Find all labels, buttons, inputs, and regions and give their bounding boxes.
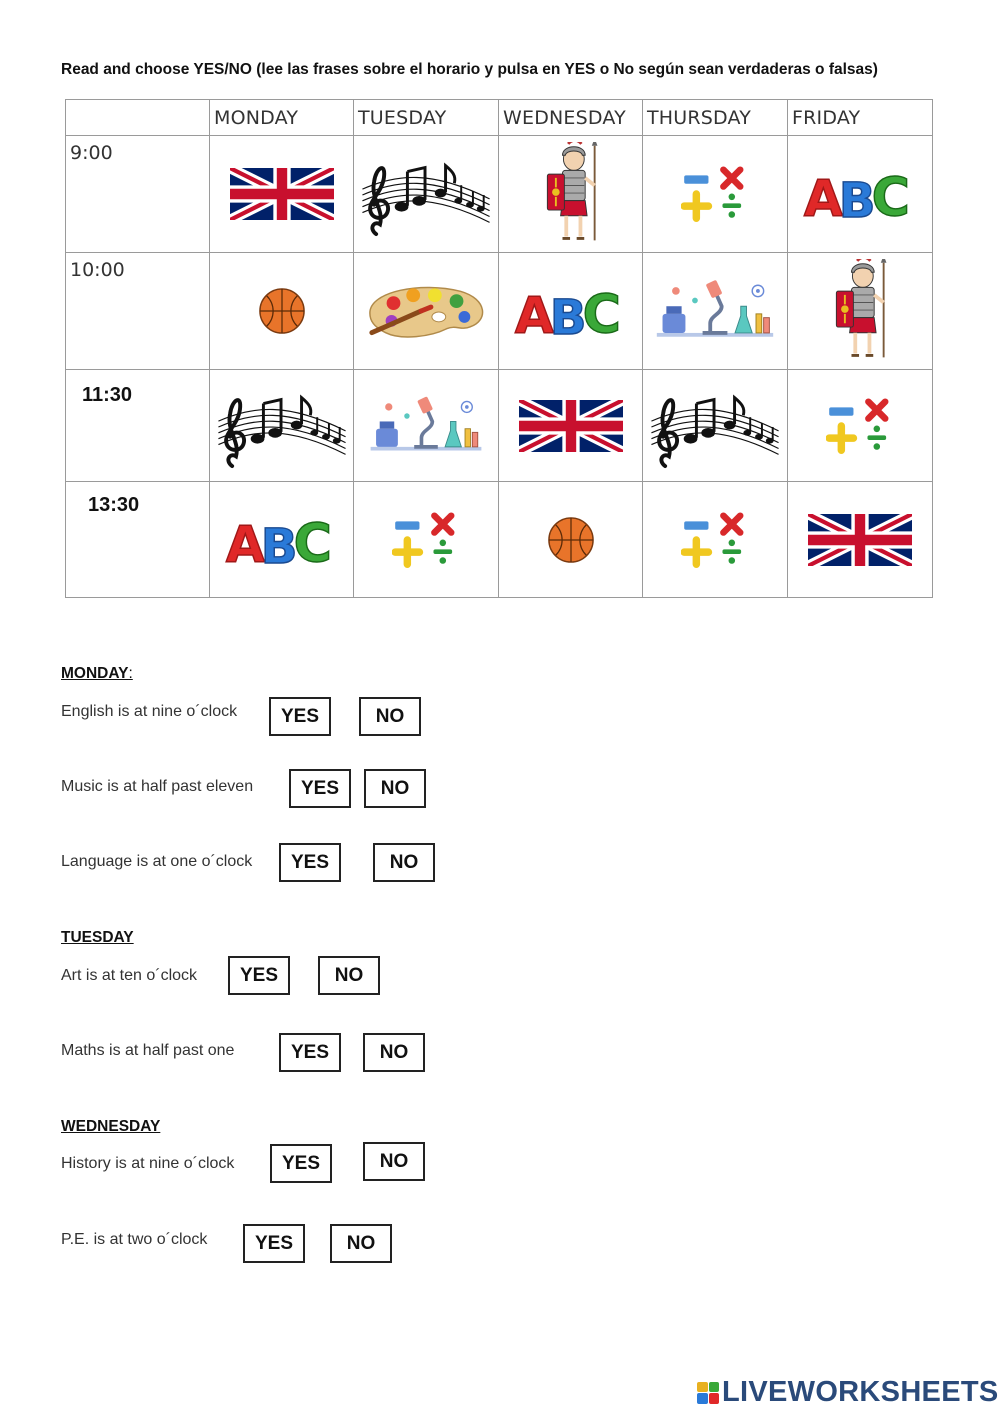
- no-button[interactable]: NO: [363, 1142, 425, 1181]
- science-lab-icon: [653, 277, 777, 345]
- paint-palette-icon: [362, 281, 490, 341]
- brand-text: LIVEWORKSHEETS: [722, 1376, 999, 1408]
- slot-cell: [788, 370, 933, 482]
- slot-cell: [643, 370, 788, 482]
- section-title-wednesday: WEDNESDAY: [61, 1118, 161, 1135]
- slot-cell: [499, 482, 643, 598]
- slot-cell: [643, 482, 788, 598]
- day-header-monday: MONDAY: [210, 100, 354, 136]
- time-label: 13:30: [88, 494, 140, 516]
- slot-cell: [210, 370, 354, 482]
- yes-button[interactable]: YES: [243, 1224, 305, 1263]
- slot-cell: [210, 482, 354, 598]
- question-text: History is at nine o´clock: [61, 1155, 235, 1172]
- time-label: 10:00: [70, 259, 125, 281]
- music-notes-icon: [362, 150, 490, 238]
- time-label: 11:30: [82, 384, 133, 406]
- yes-button[interactable]: YES: [270, 1144, 332, 1183]
- slot-cell: [354, 136, 499, 253]
- uk-flag-icon: [230, 168, 334, 220]
- basketball-icon: [258, 287, 306, 335]
- slot-cell: [499, 253, 643, 370]
- abc-letters-icon: [223, 511, 341, 569]
- question-text: Music is at half past eleven: [61, 778, 254, 795]
- roman-soldier-icon: [825, 259, 895, 363]
- time-label: 9:00: [70, 142, 113, 164]
- basketball-icon: [547, 516, 595, 564]
- time-cell: [66, 136, 210, 253]
- question-text: Maths is at half past one: [61, 1042, 235, 1059]
- yes-button[interactable]: YES: [269, 697, 331, 736]
- no-button[interactable]: NO: [359, 697, 421, 736]
- section-title-monday: MONDAY:: [61, 665, 133, 682]
- slot-cell: [788, 253, 933, 370]
- logo-icon: [697, 1382, 719, 1404]
- music-notes-icon: [651, 382, 779, 470]
- uk-flag-icon: [808, 514, 912, 566]
- day-header-thursday: THURSDAY: [643, 100, 788, 136]
- corner-cell: [66, 100, 210, 136]
- uk-flag-icon: [519, 400, 623, 452]
- slot-cell: [210, 136, 354, 253]
- time-cell: [66, 253, 210, 370]
- slot-cell: [643, 253, 788, 370]
- time-cell: [66, 482, 210, 598]
- slot-cell: [210, 253, 354, 370]
- no-button[interactable]: NO: [364, 769, 426, 808]
- question-text: Language is at one o´clock: [61, 853, 253, 870]
- maths-symbols-icon: [681, 166, 749, 222]
- slot-cell: [788, 136, 933, 253]
- no-button[interactable]: NO: [363, 1033, 425, 1072]
- yes-button[interactable]: YES: [228, 956, 290, 995]
- day-header-wednesday: WEDNESDAY: [499, 100, 643, 136]
- question-text: P.E. is at two o´clock: [61, 1231, 208, 1248]
- no-button[interactable]: NO: [373, 843, 435, 882]
- slot-cell: [499, 136, 643, 253]
- question-text: English is at nine o´clock: [61, 703, 238, 720]
- no-button[interactable]: NO: [330, 1224, 392, 1263]
- no-button[interactable]: NO: [318, 956, 380, 995]
- slot-cell: [354, 482, 499, 598]
- science-lab-icon: [367, 394, 485, 458]
- music-notes-icon: [218, 382, 346, 470]
- day-header-friday: FRIDAY: [788, 100, 933, 136]
- slot-cell: [499, 370, 643, 482]
- slot-cell: [788, 482, 933, 598]
- slot-cell: [643, 136, 788, 253]
- abc-letters-icon: [512, 282, 630, 340]
- timetable: [65, 99, 933, 598]
- yes-button[interactable]: YES: [289, 769, 351, 808]
- time-cell: [66, 370, 210, 482]
- yes-button[interactable]: YES: [279, 1033, 341, 1072]
- maths-symbols-icon: [681, 512, 749, 568]
- instruction-text: Read and choose YES/NO (lee las frases sobre el horario y pulsa en YES o No según sean verdaderas o falsas): [61, 61, 878, 78]
- day-header-tuesday: TUESDAY: [354, 100, 499, 136]
- maths-symbols-icon: [392, 512, 460, 568]
- slot-cell: [354, 370, 499, 482]
- maths-symbols-icon: [826, 398, 894, 454]
- liveworksheets-logo: [697, 1376, 999, 1409]
- yes-button[interactable]: YES: [279, 843, 341, 882]
- abc-letters-icon: [801, 165, 919, 223]
- section-title-tuesday: TUESDAY: [61, 929, 134, 946]
- slot-cell: [354, 253, 499, 370]
- roman-soldier-icon: [536, 142, 606, 246]
- question-text: Art is at ten o´clock: [61, 967, 198, 984]
